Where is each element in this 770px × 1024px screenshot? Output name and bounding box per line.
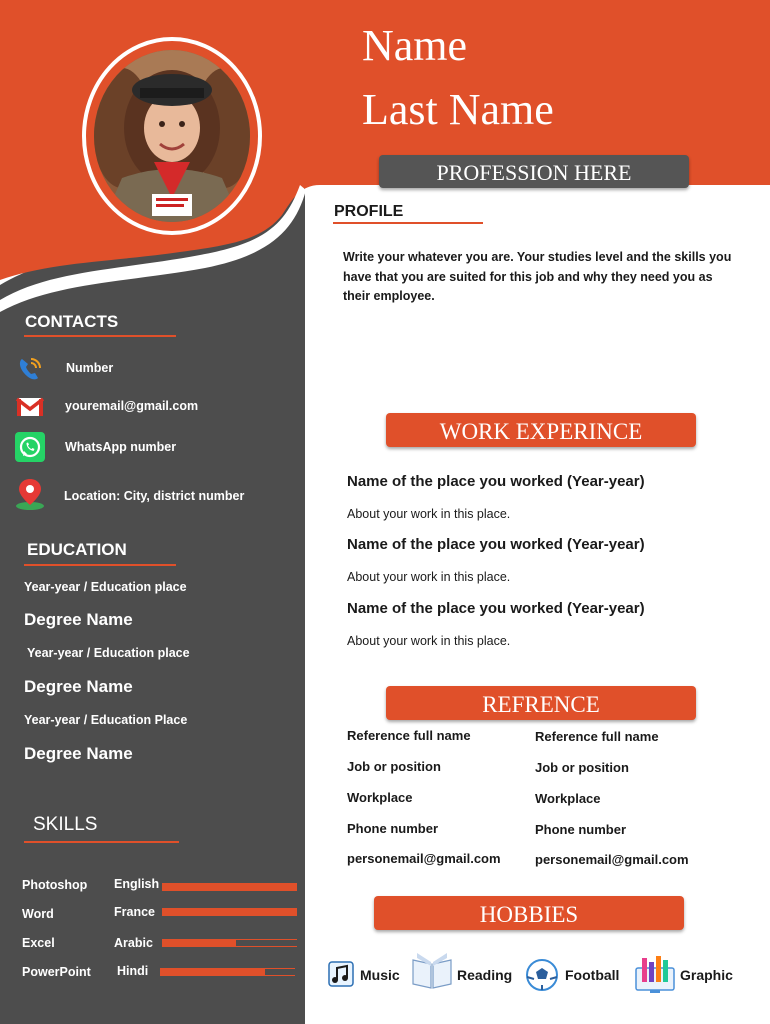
reference-email: personemail@gmail.com — [347, 851, 501, 866]
education-period: Year-year / Education place — [24, 580, 187, 594]
profile-text: Write your whatever you are. Your studies level and the skills you have that you are suited for this job and why they need you as their employee. — [343, 250, 732, 303]
contact-email: youremail@gmail.com — [65, 399, 199, 413]
education-heading: EDUCATION — [27, 540, 127, 559]
reference-email: personemail@gmail.com — [535, 852, 689, 867]
reference-name: Reference full name — [535, 729, 659, 744]
job-title: Name of the place you worked (Year-year) — [347, 473, 645, 490]
contacts-underline — [24, 335, 176, 337]
job-about: About your work in this place. — [347, 570, 511, 584]
education-degree: Degree Name — [24, 677, 133, 696]
reference-position: Job or position — [535, 760, 629, 775]
job-title: Name of the place you worked (Year-year) — [347, 536, 645, 553]
profile-photo — [92, 48, 252, 224]
reference-position: Job or position — [347, 759, 441, 774]
skill-bar-track — [162, 908, 297, 916]
education-period: Year-year / Education place — [27, 646, 190, 660]
reference-heading: REFRENCE — [482, 692, 600, 717]
hobbies-banner — [374, 896, 684, 930]
skills-underline — [24, 841, 179, 843]
contact-location: Location: City, district number — [64, 489, 245, 503]
phone-icon — [16, 355, 44, 383]
work-heading: WORK EXPERINCE — [439, 419, 643, 444]
hobbies-heading: HOBBIES — [479, 902, 579, 927]
reference-phone: Phone number — [535, 822, 627, 837]
work-banner — [386, 413, 696, 447]
skill-bar-fill — [160, 969, 265, 975]
football-icon — [524, 957, 560, 993]
hobby-label: Football — [565, 967, 620, 983]
education-degree: Degree Name — [24, 610, 133, 629]
reference-banner — [386, 686, 696, 720]
profile-underline — [333, 222, 483, 224]
graphic-icon — [634, 954, 676, 994]
job-title: Name of the place you worked (Year-year) — [347, 600, 645, 617]
whatsapp-icon — [15, 432, 45, 462]
job-about: About your work in this place. — [347, 634, 511, 648]
first-name: Name — [362, 21, 468, 70]
skill-software: PowerPoint — [22, 965, 91, 979]
skill-language: Hindi — [117, 964, 149, 978]
music-icon — [325, 958, 357, 990]
skills-heading: SKILLS — [33, 814, 98, 835]
skill-language: France — [114, 905, 155, 919]
skill-bar-track — [160, 968, 295, 976]
profession-text: PROFESSION HERE — [436, 160, 632, 185]
reference-workplace: Workplace — [347, 790, 413, 805]
contact-whatsapp: WhatsApp number — [65, 440, 177, 454]
job-about: About your work in this place. — [347, 507, 511, 521]
skill-bar-track — [162, 939, 297, 947]
gmail-icon — [16, 396, 44, 418]
last-name: Last Name — [362, 85, 554, 134]
skill-bar-track — [162, 883, 297, 891]
profile-heading: PROFILE — [334, 203, 404, 220]
education-degree: Degree Name — [24, 744, 133, 763]
skill-language: Arabic — [114, 936, 153, 950]
skill-software: Word — [22, 907, 54, 921]
sidebar-panel — [0, 170, 305, 1024]
hobby-label: Music — [360, 967, 400, 983]
reference-workplace: Workplace — [535, 791, 601, 806]
skill-language: English — [114, 877, 160, 891]
skill-software: Photoshop — [22, 878, 88, 892]
education-underline — [24, 564, 176, 566]
education-period: Year-year / Education Place — [24, 713, 188, 727]
skill-software: Excel — [22, 936, 55, 950]
location-pin-icon — [14, 477, 46, 511]
skill-bar-fill — [162, 909, 297, 915]
skill-bar-fill — [162, 940, 236, 946]
reference-phone: Phone number — [347, 821, 439, 836]
profession-banner — [379, 155, 689, 188]
contact-number: Number — [66, 361, 114, 375]
contacts-heading: CONTACTS — [25, 312, 119, 331]
reference-name: Reference full name — [347, 728, 471, 743]
skill-bar-fill — [162, 884, 297, 890]
hobby-label: Reading — [457, 967, 513, 983]
hobby-label: Graphic — [680, 967, 733, 983]
book-icon — [411, 950, 453, 990]
